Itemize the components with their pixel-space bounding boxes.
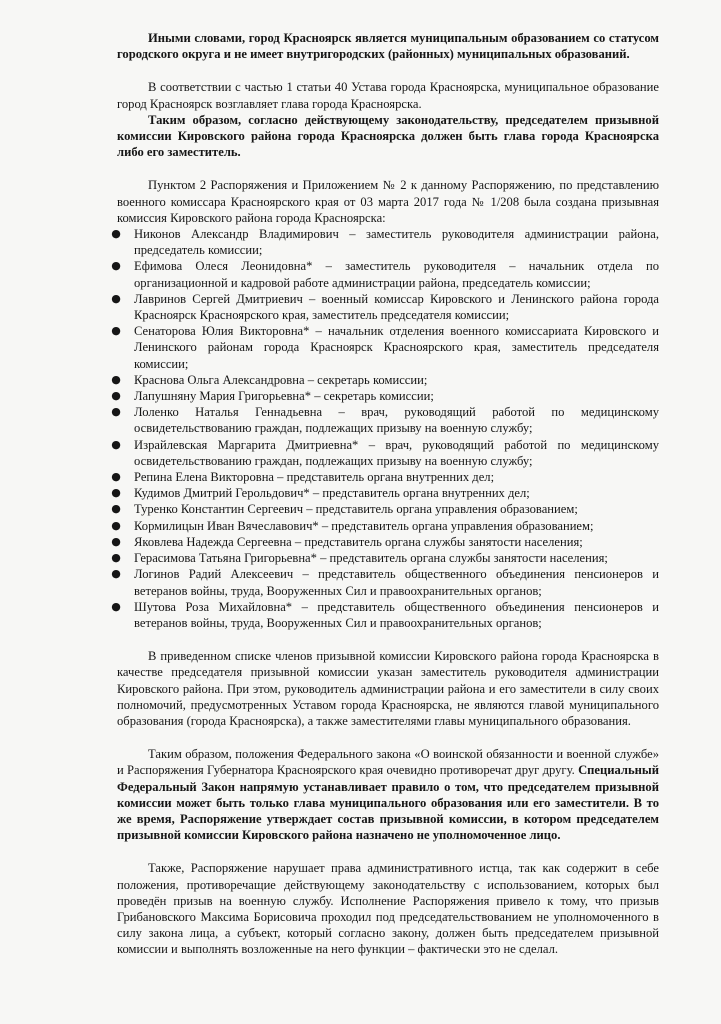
member-text: Никонов Александр Владимирович – заместитель руководителя администрации района, председатель комиссии; <box>134 227 659 258</box>
member-text: Сенаторова Юлия Викторовна* – начальник отделения военного комиссариата Кировского и Ленинского районам города Красноярск Красноярского края, заместитель председателя комиссии; <box>134 324 659 371</box>
member-text: Шутова Роза Михайловна* – представитель общественного объединения пенсионеров и ветеранов войны, труда, Вооруженных Сил и правоохранительных органов; <box>134 599 659 630</box>
list-item <box>110 469 659 485</box>
bullet-icon: ● <box>111 259 121 273</box>
bullet-icon: ● <box>111 389 121 403</box>
commission-members-list <box>111 226 659 631</box>
paragraph-commission-created: Пунктом 2 Распоряжения и Приложением № 2 к данному Распоряжению, по представлению военного комиссара Красноярского края от 03 марта 2017 года № 1/208 была создана призывная комиссия Кировского района города Красноярска: <box>117 178 659 225</box>
member-text: Логинов Радий Алексеевич – представитель общественного объединения пенсионеров и ветеранов войны, труда, Вооруженных Сил и правоохранительных органов; <box>134 567 659 598</box>
paragraph-contradiction <box>117 746 659 843</box>
member-text: Яковлева Надежда Сергеевна – представитель органа службы занятости населения; <box>134 534 583 549</box>
bullet-icon: ● <box>111 518 121 532</box>
list-item <box>110 501 659 517</box>
list-item <box>110 599 659 631</box>
list-item <box>110 291 659 323</box>
bullet-icon: ● <box>111 502 121 516</box>
paragraph-municipal-status: Иными словами, город Красноярск является муниципальным образованием со статусом городского округа и не имеет внутригородских (районных) муниципальных образований. <box>117 31 659 62</box>
bullet-icon: ● <box>111 324 121 338</box>
list-item <box>110 518 659 534</box>
bullet-icon: ● <box>111 567 121 581</box>
contradiction-text: Таким образом, положения Федерального закона «О воинской обязанности и военной службе» и Распоряжения Губернатора Красноярского края очевидно противоречат друг другу. <box>117 747 659 778</box>
bullet-icon: ● <box>111 551 121 565</box>
member-text: Туренко Константин Сергеевич – представитель органа управления образованием; <box>134 502 578 517</box>
bullet-icon: ● <box>111 470 121 484</box>
bullet-icon: ● <box>111 372 121 386</box>
bullet-icon: ● <box>111 405 121 419</box>
bullet-icon: ● <box>111 291 121 305</box>
paragraph-chairman-analysis: В приведенном списке членов призывной комиссии Кировского района города Красноярска в качестве председателя призывной комиссии указан заместитель руководителя администрации Кировского района. При этом, руководитель администрации района и его заместители в силу своих полномочий, предусмотренных Уставом города Красноярска, не являются главой муниципального образования (города Красноярска), а также заместителями главы муниципального образования. <box>117 649 659 728</box>
member-text: Кормилицын Иван Вячеславович* – представитель органа управления образованием; <box>134 518 594 533</box>
member-text: Лапушняну Мария Григорьевна* – секретарь комиссии; <box>134 389 434 404</box>
member-text: Репина Елена Викторовна – представитель органа внутренних дел; <box>134 470 495 485</box>
member-text: Израйлевская Маргарита Дмитриевна* – врач, руководящий работой по медицинскому освидетельствованию граждан, подлежащих призыву на военную службу; <box>134 437 659 468</box>
bullet-icon: ● <box>111 227 121 241</box>
member-text: Лоленко Наталья Геннадьевна – врач, руководящий работой по медицинскому освидетельствованию граждан, подлежащих призыву на военную службу; <box>134 405 659 436</box>
member-text: Кудимов Дмитрий Герольдович* – представитель органа внутренних дел; <box>134 486 530 501</box>
list-item <box>110 323 659 372</box>
member-text: Краснова Ольга Александровна – секретарь комиссии; <box>134 372 428 387</box>
bullet-icon: ● <box>111 534 121 548</box>
list-item <box>110 550 659 566</box>
paragraph-rights-violation: Также, Распоряжение нарушает права административного истца, так как содержит в себе положения, противоречащие действующему законодательству с использованием, которых был проведён призыв на военную службу. Исполнение Распоряжения привело к тому, что призыв Грибановского Максима Борисовича проходил под председательствованием не уполномоченного в силу закона лица, а субъект, который согласно закону, должен быть председателем призывной комиссии и выполнять возложенные на него функции – фактически это не сделал. <box>117 861 659 957</box>
paragraph-conclusion-chairman: Таким образом, согласно действующему законодательству, председателем призывной комиссии Кировского района города Красноярска должен быть глава города Красноярска либо его заместитель. <box>117 112 659 160</box>
list-item <box>110 372 659 388</box>
member-text: Герасимова Татьяна Григорьевна* – представитель органа службы занятости населения; <box>134 551 608 566</box>
list-item <box>110 388 659 404</box>
paragraph-charter-article: В соответствии с частью 1 статьи 40 Устава города Красноярска, муниципальное образование город Красноярск возглавляет глава города Красноярска. <box>117 80 659 111</box>
list-item <box>110 404 659 436</box>
list-item <box>110 258 659 290</box>
list-item <box>110 485 659 501</box>
bullet-icon: ● <box>111 486 121 500</box>
list-item <box>110 534 659 550</box>
list-item <box>110 566 659 598</box>
list-item <box>110 437 659 469</box>
bullet-icon: ● <box>111 437 121 451</box>
contradiction-bold-text: Специальный Федеральный Закон напрямую устанавливает правило о том, что председателем призывной комиссии может быть только глава муниципального образования или его заместители. В то же время, Распоряжение утверждает состав призывной комиссии, в котором председателем призывной комиссии Кировского района назначено не уполномоченное лицо. <box>117 763 659 843</box>
member-text: Ефимова Олеся Леонидовна* – заместитель руководителя – начальник отдела по организационной и кадровой работе администрации района, председатель комиссии; <box>134 259 659 290</box>
list-item <box>110 226 659 258</box>
member-text: Лавринов Сергей Дмитриевич – военный комиссар Кировского и Ленинского района города Красноярск Красноярского края, заместитель председателя комиссии; <box>134 291 659 323</box>
bullet-icon: ● <box>111 599 121 613</box>
